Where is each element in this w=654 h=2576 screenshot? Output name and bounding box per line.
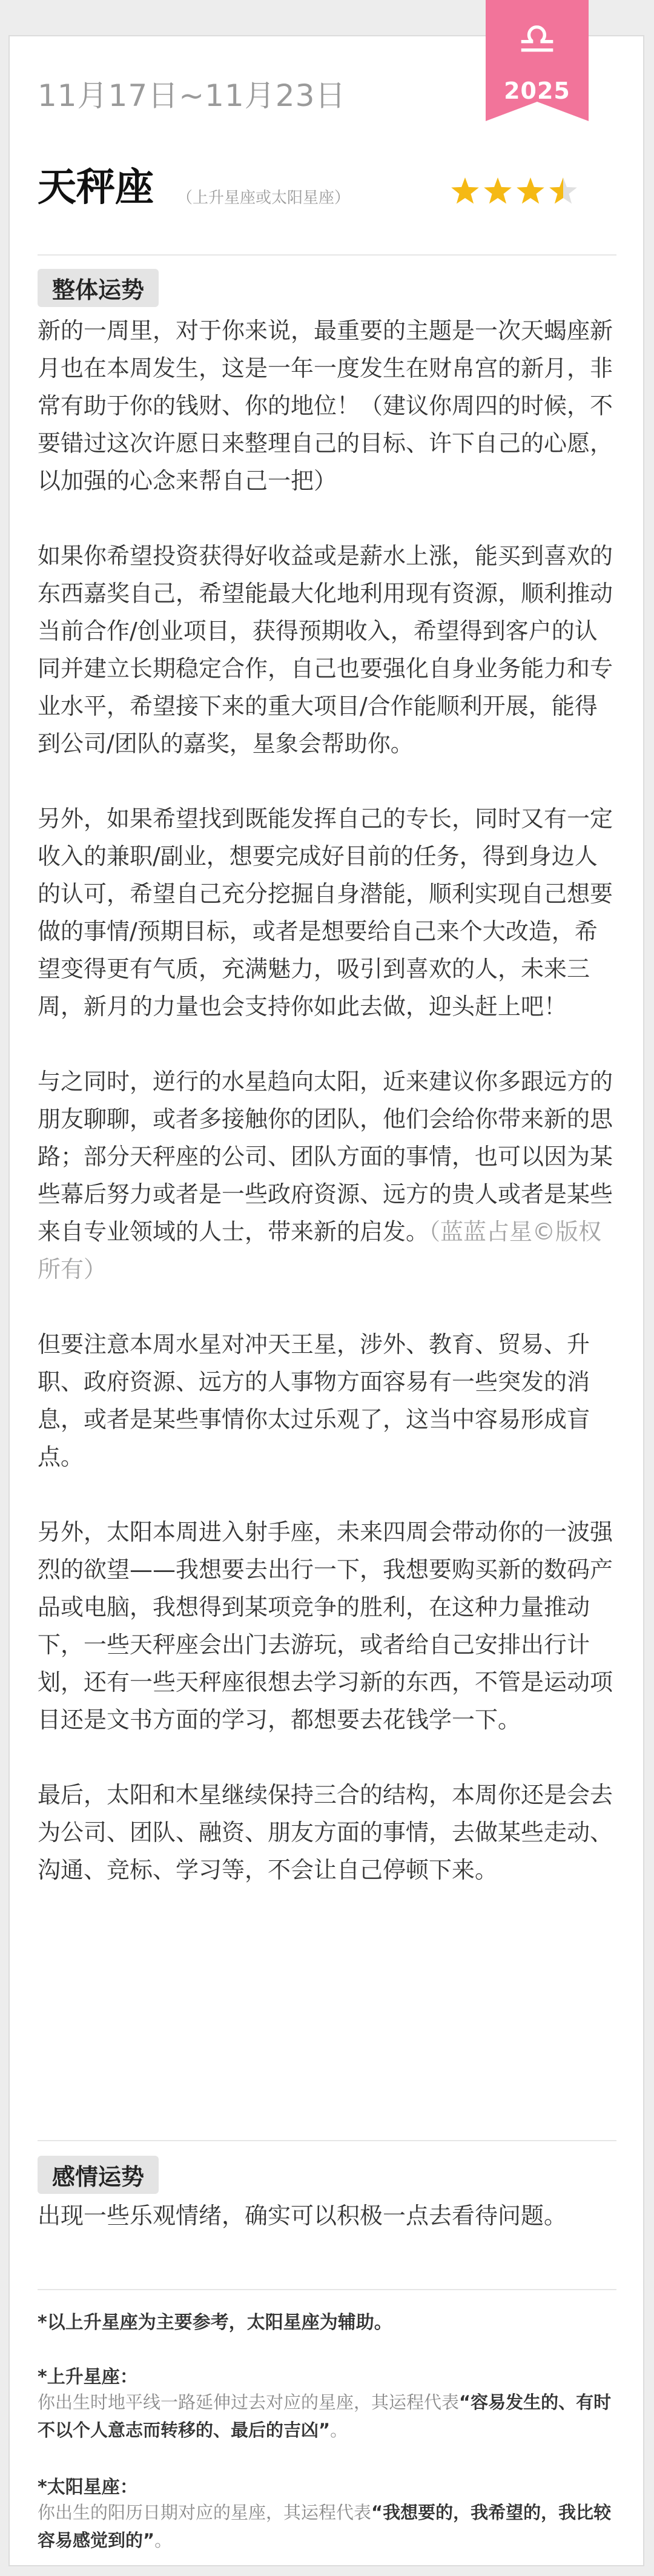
overall-paragraph: 另外，如果希望找到既能发挥自己的专长，同时又有一定收入的兼职/副业，想要完成好目前的任务，得到身边人的认可，希望自己充分挖掘自身潜能，顺利实现自己想要做的事情/预期目标，或者是想要给自己来个大改造，希望变得更有气质，充满魅力，吸引到喜欢的人，未来三周，新月的力量也会支持你如此去做，迎头赶上吧！: [38, 805, 613, 1020]
overall-paragraph: [38, 1063, 616, 1288]
rising-text: 你出生时地平线一路延伸过去对应的星座，其运程代表: [38, 2392, 460, 2413]
header-divider: [38, 254, 616, 256]
sun-quote: “我想要的，我希望的，我比较容易感觉到的”: [38, 2502, 612, 2551]
star-half-icon: [549, 177, 577, 203]
notes-divider: [38, 2289, 616, 2290]
sign-title: 天秤座: [38, 165, 154, 210]
notes-section: [38, 2307, 616, 2554]
love-body: 出现一些乐观情绪，确实可以积极一点去看待问题。: [38, 2202, 567, 2229]
libra-icon: ♎: [517, 13, 557, 64]
overall-paragraph: 但要注意本周水星对冲天王星，涉外、教育、贸易、升职、政府资源、远方的人事物方面容易有一些突发的消息，或者是某些事情你太过乐观了，这当中容易形成盲点。: [38, 1331, 590, 1470]
overall-label: 整体运势: [38, 269, 159, 307]
sun-end: 。: [154, 2530, 173, 2551]
date-range: 11月17日~11月23日: [38, 78, 346, 113]
love-label: 感情运势: [38, 2156, 159, 2194]
overall-paragraph: 另外，太阳本周进入射手座，未来四周会带动你的一波强烈的欲望——我想要去出行一下，我想要购买新的数码产品或电脑，我想得到某项竞争的胜利，在这种力量推动下，一些天秤座会出门去游玩，或者给自己安排出行计划，还有一些天秤座很想去学习新的东西，不管是运动项目还是文书方面的学习，都想要去花钱学一下。: [38, 1519, 613, 1733]
overall-paragraph-text: 与之同时，逆行的水星趋向太阳，近来建议你多跟远方的朋友聊聊，或者多接触你的团队，他们会给你带来新的思路；部分天秤座的公司、团队方面的事情，也可以因为某些幕后努力或者是一些政府资源、远方的贵人或者是某些来自专业领域的人士，带来新的启发。: [38, 1068, 613, 1245]
overall-body: [38, 312, 616, 1889]
section-divider: [38, 2140, 616, 2141]
overall-paragraph: 新的一周里，对于你来说，最重要的主题是一次天蝎座新月也在本周发生，这是一年一度发生在财帛宫的新月，非常有助于你的钱财、你的地位！（建议你周四的时候，不要错过这次许愿日来整理自己的目标、许下自己的心愿，以加强的心念来帮自己一把）: [38, 317, 613, 494]
year-badge: [486, 0, 589, 121]
rising-quote: “容易发生的、有时不以个人意志而转移的、最后的吉凶”: [38, 2392, 612, 2440]
rising-end: 。: [330, 2420, 348, 2440]
overall-paragraph: 最后，太阳和木星继续保持三合的结构，本周你还是会去为公司、团队、融资、朋友方面的事情，去做某些走动、沟通、竞标、学习等，不会让自己停顿下来。: [38, 1782, 613, 1883]
copyright-credit: （蓝蓝占星©版权所有）: [38, 1218, 602, 1283]
rating-stars: [449, 174, 583, 208]
rising-title: *上升星座：: [38, 2366, 138, 2388]
star-full-icon: [484, 177, 512, 203]
sun-description: [38, 2498, 616, 2554]
sun-title: *太阳星座：: [38, 2477, 138, 2498]
sign-hint: （上升星座或太阳星座）: [177, 189, 351, 207]
rising-description: [38, 2388, 616, 2444]
badge-year: 2025: [504, 78, 570, 104]
overall-paragraph: 如果你希望投资获得好收益或是薪水上涨，能买到喜欢的东西嘉奖自己，希望能最大化地利用现有资源，顺利推动当前合作/创业项目，获得预期收入，希望得到客户的认同并建立长期稳定合作，自己也要强化自身业务能力和专业水平，希望接下来的重大项目/合作能顺利开展，能得到公司/团队的嘉奖，星象会帮助你。: [38, 543, 613, 757]
sun-text: 你出生的阳历日期对应的星座，其运程代表: [38, 2502, 372, 2523]
star-full-icon: [451, 177, 479, 203]
star-full-icon: [517, 177, 544, 203]
notes-main: *以上升星座为主要参考，太阳星座为辅助。: [38, 2312, 392, 2333]
